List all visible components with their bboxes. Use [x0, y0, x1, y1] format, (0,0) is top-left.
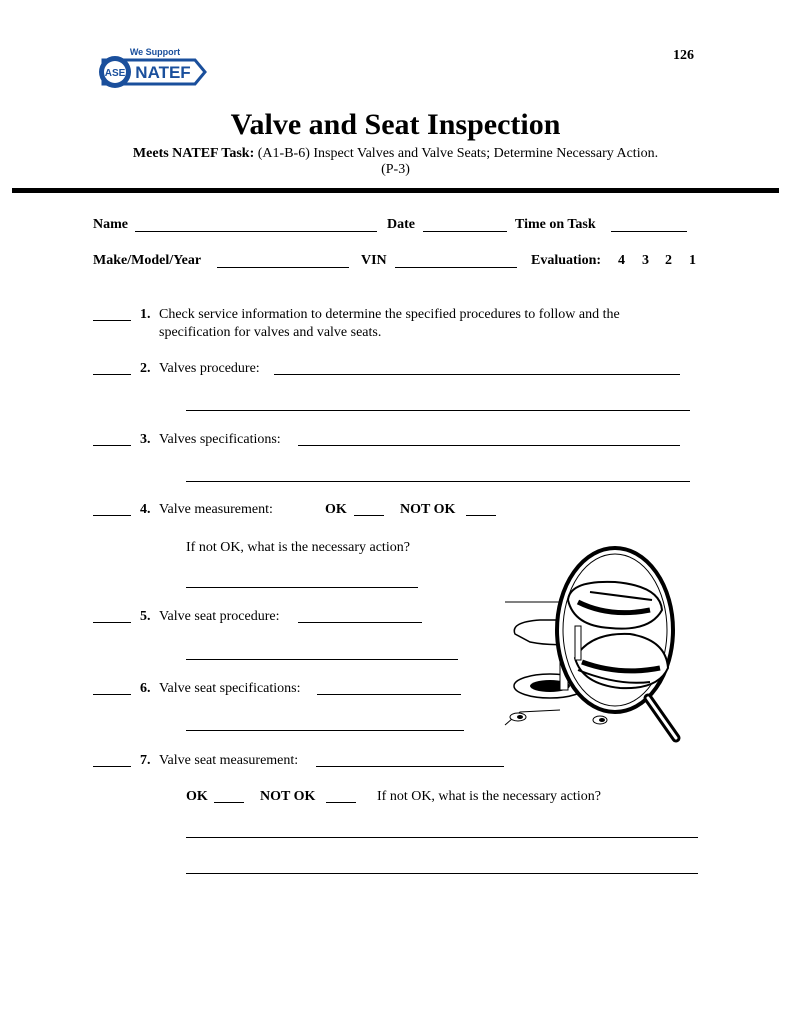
name-field[interactable]: [135, 231, 377, 232]
item-7-action-line-2[interactable]: [186, 873, 698, 874]
task-subtitle: [0, 146, 791, 162]
item-6-check-blank[interactable]: [93, 694, 131, 695]
item-7-action-line-1[interactable]: [186, 837, 698, 838]
item-3-answer-line-2[interactable]: [186, 481, 690, 482]
item-2-answer-line-1[interactable]: [274, 374, 680, 375]
task-subtitle-line2: (P-3): [381, 162, 410, 177]
magnifying-glass-valve-illustration: [500, 540, 690, 745]
item-2-text: Valves procedure:: [159, 361, 260, 376]
item-5-answer-line-1[interactable]: [298, 622, 422, 623]
item-7-ok-label: OK: [186, 789, 208, 804]
subtitle-rest: (A1-B-6) Inspect Valves and Valve Seats; Determine Necessary Action.: [254, 146, 659, 161]
item-6-number: 6.: [140, 681, 151, 696]
item-3-text: Valves specifications:: [159, 432, 281, 447]
item-4-action-line[interactable]: [186, 587, 418, 588]
item-1-text: Check service information to determine the specified procedures to follow and the: [159, 307, 620, 322]
date-field[interactable]: [423, 231, 507, 232]
item-5-answer-line-2[interactable]: [186, 659, 458, 660]
item-7-ok-blank[interactable]: [214, 802, 244, 803]
item-7-not-ok-label: NOT OK: [260, 789, 316, 804]
item-7-followup: If not OK, what is the necessary action?: [377, 789, 601, 804]
item-3-check-blank[interactable]: [93, 445, 131, 446]
item-3-answer-line-1[interactable]: [298, 445, 680, 446]
make-model-year-label: Make/Model/Year: [93, 253, 202, 268]
natef-logo-text: NATEF: [135, 63, 191, 82]
subtitle-bold: Meets NATEF Task:: [132, 146, 255, 161]
item-6-answer-line-2[interactable]: [186, 730, 464, 731]
item-4-number: 4.: [140, 502, 151, 517]
item-4-check-blank[interactable]: [93, 515, 131, 516]
item-4-followup: If not OK, what is the necessary action?: [186, 540, 410, 555]
date-label: Date: [387, 217, 415, 232]
item-4-not-ok-blank[interactable]: [466, 515, 496, 516]
item-5-number: 5.: [140, 609, 151, 624]
page-number: 126: [673, 48, 694, 63]
name-label: Name: [93, 217, 128, 232]
header-rule: [12, 188, 779, 193]
item-6-text: Valve seat specifications:: [159, 681, 301, 696]
item-5-text: Valve seat procedure:: [159, 609, 280, 624]
eval-score-3[interactable]: 3: [642, 253, 649, 268]
eval-score-4[interactable]: 4: [618, 253, 625, 268]
page-title: Valve and Seat Inspection: [230, 108, 561, 141]
eval-score-1[interactable]: 1: [689, 253, 696, 268]
item-3-number: 3.: [140, 432, 151, 447]
ase-logo-text: ASE: [104, 68, 126, 79]
item-1-number: 1.: [140, 307, 151, 322]
item-2-check-blank[interactable]: [93, 374, 131, 375]
item-7-check-blank[interactable]: [93, 766, 131, 767]
vin-field[interactable]: [395, 267, 517, 268]
eval-score-2[interactable]: 2: [665, 253, 672, 268]
item-7-not-ok-blank[interactable]: [326, 802, 356, 803]
evaluation-label: Evaluation:: [531, 253, 602, 268]
item-7-answer-line[interactable]: [316, 766, 504, 767]
item-4-not-ok-label: NOT OK: [400, 502, 456, 517]
item-2-answer-line-2[interactable]: [186, 410, 690, 411]
ase-natef-logo: [95, 44, 215, 100]
item-1-text-line2: specification for valves and valve seats.: [159, 325, 382, 340]
item-1-check-blank[interactable]: [93, 320, 131, 321]
time-on-task-field[interactable]: [611, 231, 687, 232]
item-7-number: 7.: [140, 753, 151, 768]
make-model-year-field[interactable]: [217, 267, 349, 268]
item-6-answer-line-1[interactable]: [317, 694, 461, 695]
vin-label: VIN: [361, 253, 387, 268]
item-4-text: Valve measurement:: [159, 502, 273, 517]
item-5-check-blank[interactable]: [93, 622, 131, 623]
item-4-ok-blank[interactable]: [354, 515, 384, 516]
item-7-text: Valve seat measurement:: [159, 753, 299, 768]
item-2-number: 2.: [140, 361, 151, 376]
time-on-task-label: Time on Task: [515, 217, 596, 232]
we-support-text: We Support: [129, 47, 181, 57]
item-4-ok-label: OK: [325, 502, 347, 517]
